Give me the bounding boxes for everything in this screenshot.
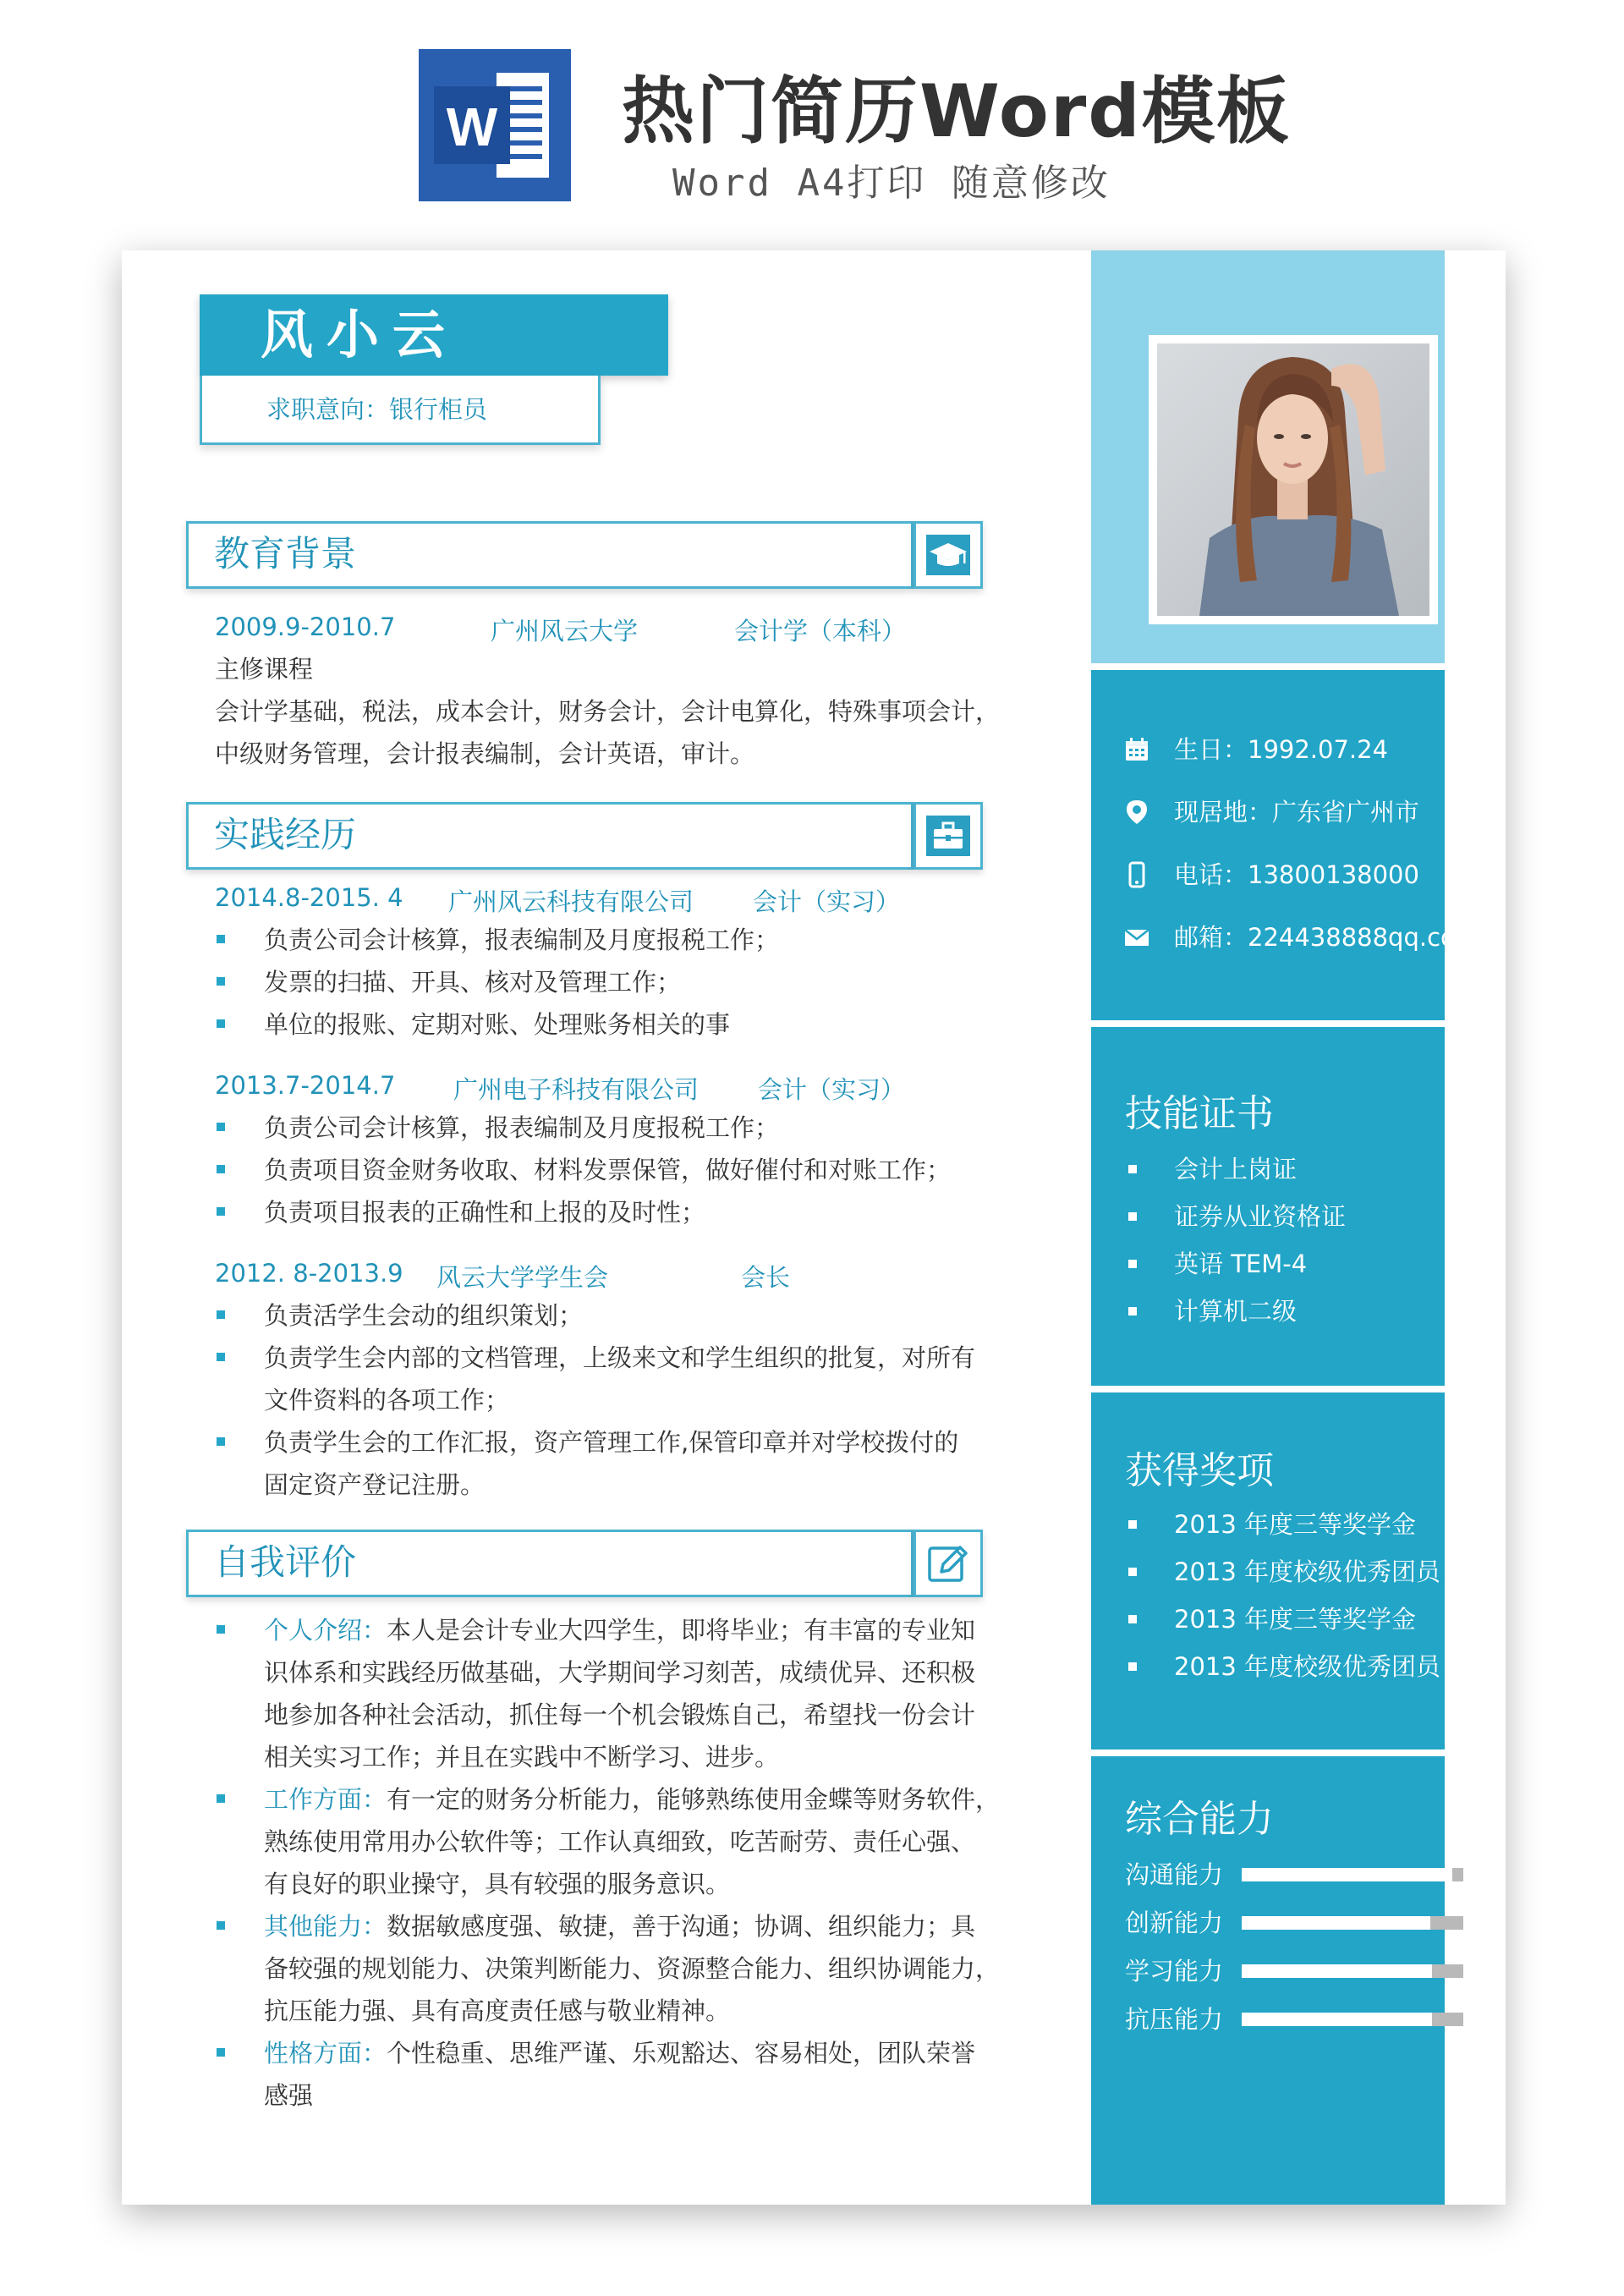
banner-title: 热门简历Word模板 bbox=[622, 69, 1291, 154]
job-duty-text: 固定资产登记注册。 bbox=[264, 1470, 486, 1499]
graduation-cap-icon bbox=[923, 530, 974, 580]
bullet-icon bbox=[217, 1921, 225, 1930]
job-duty bbox=[217, 1107, 961, 1149]
education-section-header bbox=[186, 521, 981, 589]
job-duty-text: 负责项目资金财务收取、材料发票保管，做好催付和对账工作； bbox=[264, 1156, 952, 1184]
contact-panel bbox=[1091, 670, 1480, 1020]
awards-panel bbox=[1091, 1392, 1445, 1749]
job-duty-text: 负责活学生会动的组织策划； bbox=[264, 1301, 584, 1330]
job-duty-text: 负责公司会计核算，报表编制及月度报税工作； bbox=[264, 926, 780, 954]
job-duty-text: 文件资料的各项工作； bbox=[264, 1386, 510, 1414]
skill-text: 计算机二级 bbox=[1174, 1297, 1298, 1326]
skill-text: 会计上岗证 bbox=[1174, 1155, 1298, 1184]
job-duty bbox=[217, 1337, 976, 1421]
job-duty bbox=[217, 1294, 961, 1337]
practice-section-header bbox=[186, 802, 981, 870]
phone-text: 电话：13800138000 bbox=[1174, 860, 1419, 889]
bullet-icon bbox=[217, 1794, 225, 1803]
job-duty-text: 负责公司会计核算，报表编制及月度报税工作； bbox=[264, 1113, 780, 1142]
phone-icon bbox=[1123, 861, 1150, 888]
self-eval-label: 其他能力： bbox=[264, 1912, 387, 1941]
abilities-heading: 综合能力 bbox=[1125, 1798, 1274, 1841]
self-eval-item bbox=[217, 1905, 1001, 2032]
job-duty bbox=[217, 961, 961, 1003]
profile-photo bbox=[1149, 335, 1438, 624]
ability-bar-track bbox=[1242, 1964, 1463, 1978]
bullet-icon bbox=[1128, 1662, 1137, 1671]
bullet-icon bbox=[217, 1625, 225, 1634]
job-period: 2014.8-2015. 4 bbox=[215, 883, 403, 912]
self-eval-text: 备较强的规划能力、决策判断能力、资源整合能力、组织协调能力， bbox=[264, 1954, 1001, 1983]
self-eval-label: 性格方面： bbox=[264, 2039, 387, 2068]
job-role: 会计（实习） bbox=[758, 1075, 906, 1104]
bullet-icon bbox=[217, 1165, 225, 1173]
bullet-icon bbox=[217, 1353, 225, 1361]
ability-bar-track bbox=[1242, 1868, 1463, 1881]
education-major: 会计学（本科） bbox=[734, 617, 907, 645]
bullet-icon bbox=[217, 1310, 225, 1319]
job-duty-text: 单位的报账、定期对账、处理账务相关的事 bbox=[264, 1010, 731, 1039]
self-eval-section-header bbox=[186, 1530, 981, 1597]
job-period: 2013.7-2014.7 bbox=[215, 1071, 396, 1100]
bullet-icon bbox=[1128, 1260, 1137, 1268]
self-eval-text: 感强 bbox=[264, 2081, 314, 2110]
job-duty bbox=[217, 1421, 961, 1506]
job-duty bbox=[217, 1149, 961, 1191]
ability-bar-fill bbox=[1242, 1964, 1432, 1978]
ability-bar-track bbox=[1242, 1916, 1463, 1930]
bullet-icon bbox=[217, 1019, 225, 1028]
bullet-icon bbox=[1128, 1212, 1137, 1221]
ability-bar-fill bbox=[1242, 2013, 1432, 2026]
self-eval-text: 相关实习工作；并且在实践中不断学习、进步。 bbox=[264, 1743, 780, 1771]
word-logo-icon bbox=[419, 49, 571, 201]
resume-sheet bbox=[122, 250, 1506, 2205]
self-eval-label: 工作方面： bbox=[264, 1785, 387, 1814]
bullet-icon bbox=[217, 1437, 225, 1446]
self-eval-text: 抗压能力强、具有高度责任感与敬业精神。 bbox=[264, 1997, 731, 2025]
self-eval-text: 有良好的职业操守，具有较强的服务意识。 bbox=[264, 1870, 731, 1898]
location-pin-icon bbox=[1123, 799, 1150, 826]
job-duty-text: 负责学生会的工作汇报，资产管理工作,保管印章并对学校拨付的 bbox=[264, 1428, 959, 1457]
skills-heading: 技能证书 bbox=[1125, 1092, 1274, 1135]
self-eval-text: 地参加各种社会活动，抓住每一个机会锻炼自己，希望找一份会计 bbox=[264, 1700, 976, 1729]
ability-row bbox=[1125, 1906, 1429, 1940]
banner-subtitle: Word A4打印 随意修改 bbox=[672, 162, 1111, 205]
self-eval-text: 有一定的财务分析能力，能够熟练使用金蝶等财务软件， bbox=[387, 1785, 1001, 1814]
practice-heading: 实践经历 bbox=[186, 802, 914, 870]
awards-heading: 获得奖项 bbox=[1125, 1449, 1274, 1492]
skill-text: 证券从业资格证 bbox=[1174, 1202, 1347, 1231]
ability-label: 学习能力 bbox=[1125, 1957, 1224, 1986]
education-school: 广州风云大学 bbox=[491, 617, 639, 645]
award-text: 2013 年度三等奖学金 bbox=[1174, 1605, 1417, 1634]
profile-photo-image bbox=[1157, 343, 1429, 616]
self-eval-label: 个人介绍： bbox=[264, 1616, 387, 1645]
job-duty bbox=[217, 1003, 961, 1046]
job-role: 会计（实习） bbox=[753, 887, 901, 916]
candidate-name: 风小云 bbox=[200, 294, 668, 376]
self-eval-item bbox=[217, 1778, 1001, 1905]
self-eval-text: 识体系和实践经历做基础，大学期间学习刻苦，成绩优异、还积极 bbox=[264, 1658, 976, 1687]
bullet-icon bbox=[1128, 1568, 1137, 1576]
self-eval-text: 本人是会计专业大四学生，即将毕业；有丰富的专业知 bbox=[387, 1616, 976, 1645]
job-role: 会长 bbox=[741, 1263, 791, 1292]
job-objective: 求职意向：银行柜员 bbox=[200, 376, 601, 445]
job-period: 2012. 8-2013.9 bbox=[215, 1259, 403, 1288]
award-text: 2013 年度校级优秀团员 bbox=[1174, 1652, 1441, 1681]
abilities-panel bbox=[1091, 1756, 1445, 2205]
self-eval-heading: 自我评价 bbox=[186, 1530, 914, 1597]
education-heading: 教育背景 bbox=[186, 521, 914, 589]
self-eval-text: 熟练使用常用办公软件等；工作认真细致，吃苦耐劳、责任心强、 bbox=[264, 1827, 976, 1856]
ability-bar-fill bbox=[1242, 1916, 1430, 1930]
ability-label: 沟通能力 bbox=[1125, 1860, 1224, 1889]
ability-label: 抗压能力 bbox=[1125, 2005, 1224, 2034]
self-eval-item bbox=[217, 1609, 976, 1778]
self-eval-text: 个性稳重、思维严谨、乐观豁达、容易相处，团队荣誉 bbox=[387, 2039, 976, 2068]
job-duty bbox=[217, 919, 961, 961]
job-organization: 广州风云科技有限公司 bbox=[448, 887, 694, 916]
ability-bar-track bbox=[1242, 2013, 1463, 2026]
birthday-text: 生日：1992.07.24 bbox=[1174, 735, 1389, 764]
bullet-icon bbox=[217, 2048, 225, 2057]
education-icon-box bbox=[914, 521, 983, 589]
bullet-icon bbox=[1128, 1615, 1137, 1623]
location-text: 现居地：广东省广州市 bbox=[1174, 798, 1420, 827]
word-logo-letter: W bbox=[446, 96, 498, 157]
self-eval-text: 数据敏感度强、敏捷，善于沟通；协调、组织能力；具 bbox=[387, 1912, 976, 1941]
education-period: 2009.9-2010.7 bbox=[215, 612, 396, 641]
self-eval-item bbox=[217, 2032, 976, 2117]
ability-row bbox=[1125, 1954, 1429, 1988]
courses-label: 主修课程 bbox=[215, 655, 314, 684]
bullet-icon bbox=[217, 935, 225, 943]
job-organization: 风云大学学生会 bbox=[436, 1263, 609, 1292]
bullet-icon bbox=[1128, 1165, 1137, 1173]
self-eval-icon-box bbox=[914, 1530, 983, 1597]
ability-row bbox=[1125, 2002, 1429, 2036]
ability-bar-fill bbox=[1242, 1868, 1452, 1881]
mail-icon bbox=[1123, 924, 1150, 951]
photo-panel bbox=[1091, 250, 1445, 663]
calendar-icon bbox=[1123, 736, 1150, 763]
bullet-icon bbox=[1128, 1307, 1137, 1316]
briefcase-icon bbox=[923, 810, 974, 861]
award-text: 2013 年度校级优秀团员 bbox=[1174, 1557, 1441, 1586]
ability-row bbox=[1125, 1858, 1429, 1892]
practice-icon-box bbox=[914, 802, 983, 870]
bullet-icon bbox=[217, 977, 225, 986]
job-duty-text: 负责学生会内部的文档管理，上级来文和学生组织的批复，对所有 bbox=[264, 1343, 976, 1372]
job-duty-text: 负责项目报表的正确性和上报的及时性； bbox=[264, 1198, 706, 1227]
courses-line: 会计学基础，税法，成本会计，财务会计，会计电算化，特殊事项会计， bbox=[215, 697, 1001, 726]
bullet-icon bbox=[217, 1207, 225, 1216]
job-duty-text: 发票的扫描、开具、核对及管理工作； bbox=[264, 968, 682, 997]
job-organization: 广州电子科技有限公司 bbox=[453, 1075, 700, 1104]
award-text: 2013 年度三等奖学金 bbox=[1174, 1510, 1417, 1539]
bullet-icon bbox=[1128, 1520, 1137, 1529]
courses-line: 中级财务管理，会计报表编制，会计英语，审计。 bbox=[215, 739, 755, 768]
email-text: 邮箱：224438888qq.com bbox=[1174, 923, 1480, 952]
skills-panel bbox=[1091, 1027, 1445, 1386]
ability-label: 创新能力 bbox=[1125, 1909, 1224, 1937]
skill-text: 英语 TEM-4 bbox=[1174, 1250, 1308, 1278]
bullet-icon bbox=[217, 1123, 225, 1131]
job-duty bbox=[217, 1191, 961, 1233]
edit-icon bbox=[923, 1538, 974, 1589]
